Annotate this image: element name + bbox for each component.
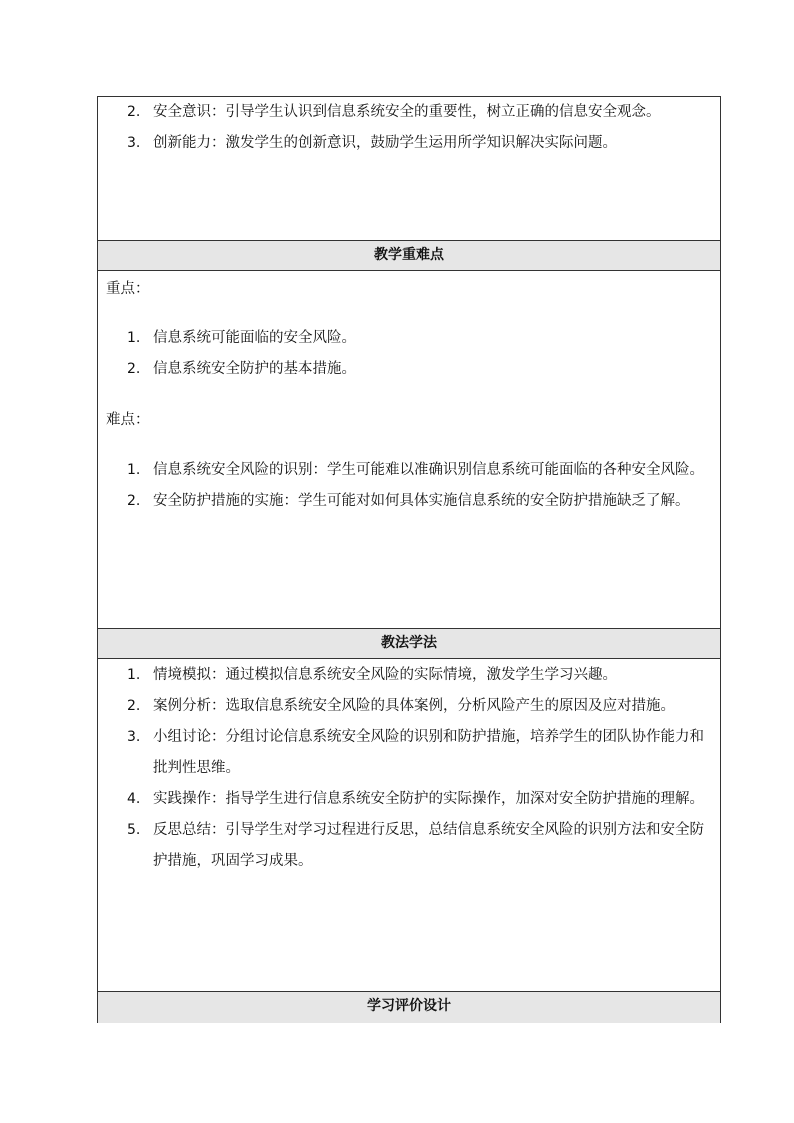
list-item [98, 486, 720, 517]
item-number: 3. [127, 729, 141, 745]
list-item [98, 660, 720, 691]
item-number: 2. [127, 698, 141, 714]
item-number: 4. [127, 791, 141, 807]
methods-list [98, 660, 720, 877]
item-text: 信息系统安全防护的基本措施。 [153, 361, 356, 377]
item-text: 创新能力：激发学生的创新意识，鼓励学生运用所学知识解决实际问题。 [153, 135, 617, 151]
section-header-key-points: 教学重难点 [98, 240, 720, 271]
item-text: 案例分析：选取信息系统安全风险的具体案例，分析风险产生的原因及应对措施。 [153, 698, 675, 714]
item-number: 1. [127, 667, 141, 683]
item-number: 3. [127, 135, 141, 151]
important-points-list [98, 323, 720, 385]
list-item [98, 354, 720, 385]
item-text: 信息系统可能面临的安全风险。 [153, 330, 356, 346]
list-item [98, 815, 720, 877]
objectives-list [98, 97, 720, 159]
item-number: 5. [127, 822, 141, 838]
item-text: 信息系统安全风险的识别：学生可能难以准确识别信息系统可能面临的各种安全风险。 [153, 462, 704, 478]
list-item [98, 323, 720, 354]
item-text: 实践操作：指导学生进行信息系统安全防护的实际操作，加深对安全防护措施的理解。 [153, 791, 704, 807]
difficult-label: 难点： [106, 412, 150, 428]
list-item [98, 97, 720, 128]
item-number: 2. [127, 104, 141, 120]
list-item [98, 722, 720, 784]
section-header-methods: 教法学法 [98, 628, 720, 659]
item-text: 反思总结：引导学生对学习过程进行反思，总结信息系统安全风险的识别方法和安全防护措施，巩固学习成果。 [153, 822, 704, 869]
list-item [98, 455, 720, 486]
item-number: 2. [127, 361, 141, 377]
list-item [98, 784, 720, 815]
lesson-plan-table [97, 96, 721, 1023]
difficult-points-list [98, 455, 720, 517]
section-header-evaluation: 学习评价设计 [98, 991, 720, 1023]
item-text: 安全意识：引导学生认识到信息系统安全的重要性，树立正确的信息安全观念。 [153, 104, 661, 120]
item-number: 1. [127, 462, 141, 478]
list-item [98, 691, 720, 722]
item-number: 2. [127, 493, 141, 509]
list-item [98, 128, 720, 159]
item-text: 小组讨论：分组讨论信息系统安全风险的识别和防护措施，培养学生的团队协作能力和批判性思维。 [153, 729, 704, 776]
important-label: 重点： [106, 281, 150, 297]
item-text: 安全防护措施的实施：学生可能对如何具体实施信息系统的安全防护措施缺乏了解。 [153, 493, 690, 509]
item-number: 1. [127, 330, 141, 346]
item-text: 情境模拟：通过模拟信息系统安全风险的实际情境，激发学生学习兴趣。 [153, 667, 617, 683]
